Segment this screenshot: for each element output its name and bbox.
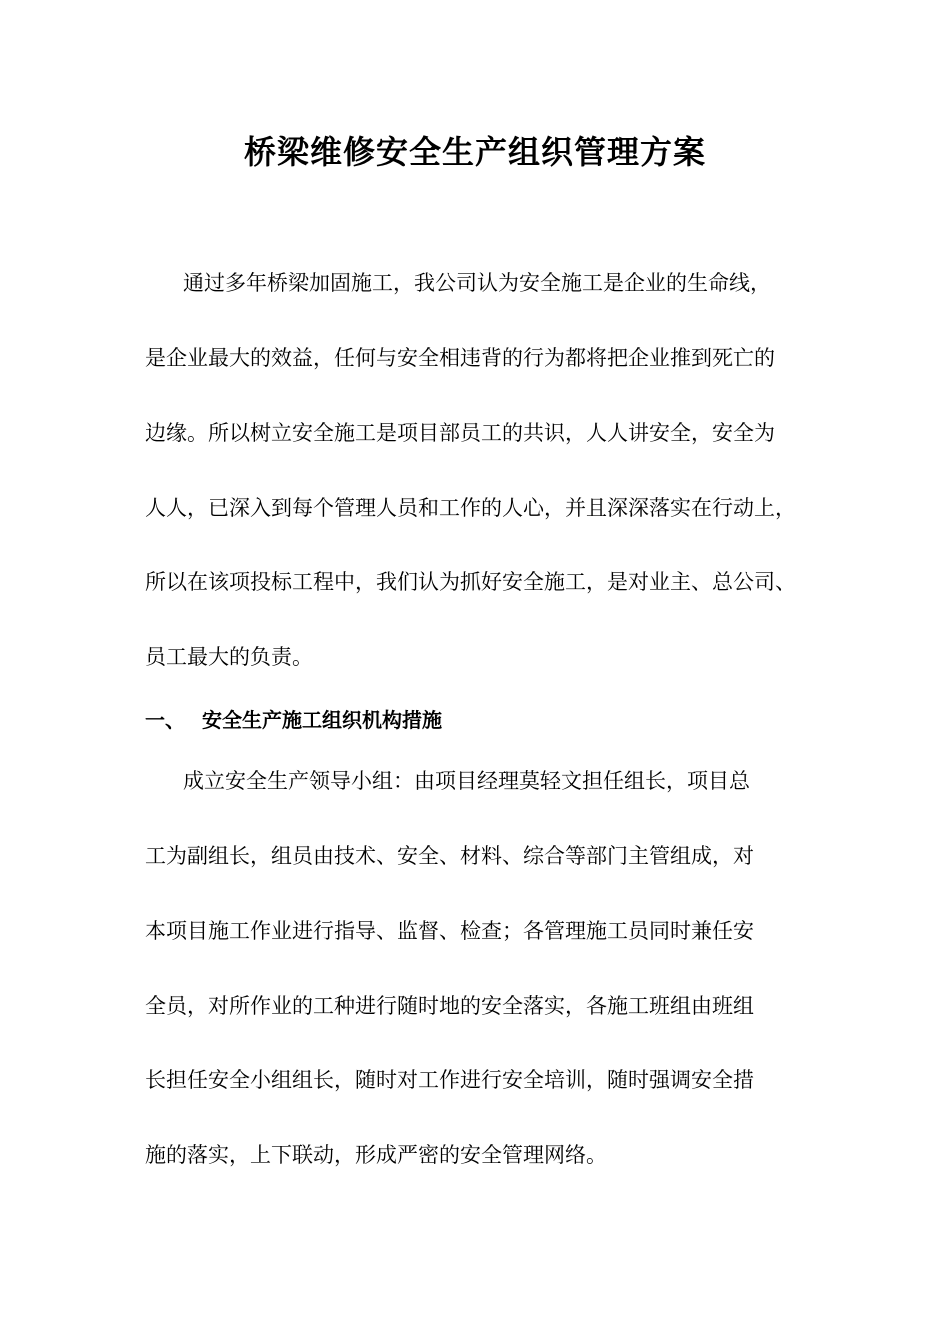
section-line-5: 长担任安全小组组长，随时对工作进行安全培训，随时强调安全措 [145, 1068, 754, 1092]
section-line-6: 施的落实，上下联动，形成严密的安全管理网络。 [145, 1143, 607, 1167]
section-line-1: 成立安全生产领导小组：由项目经理莫轻文担任组长，项目总 [183, 769, 750, 793]
section-number: 一、 [145, 708, 185, 732]
intro-line-2: 是企业最大的效益，任何与安全相违背的行为都将把企业推到死亡的 [145, 346, 775, 370]
section-line-2: 工为副组长，组员由技术、安全、材料、综合等部门主管组成，对 [145, 844, 754, 868]
intro-line-6: 员工最大的负责。 [145, 645, 313, 669]
section-heading-text: 安全生产施工组织机构措施 [202, 708, 442, 732]
page-title: 桥梁维修安全生产组织管理方案 [243, 133, 706, 171]
section-line-3: 本项目施工作业进行指导、监督、检查；各管理施工员同时兼任安 [145, 919, 754, 943]
intro-line-1: 通过多年桥梁加固施工，我公司认为安全施工是企业的生命线， [183, 271, 771, 295]
intro-line-3: 边缘。所以树立安全施工是项目部员工的共识，人人讲安全，安全为 [145, 421, 775, 445]
intro-line-5: 所以在该项投标工程中，我们认为抓好安全施工，是对业主、总公司、 [145, 570, 796, 594]
section-heading [145, 705, 825, 735]
intro-line-4: 人人，已深入到每个管理人员和工作的人心，并且深深落实在行动上， [145, 496, 796, 520]
section-line-4: 全员，对所作业的工种进行随时地的安全落实，各施工班组由班组 [145, 994, 754, 1018]
